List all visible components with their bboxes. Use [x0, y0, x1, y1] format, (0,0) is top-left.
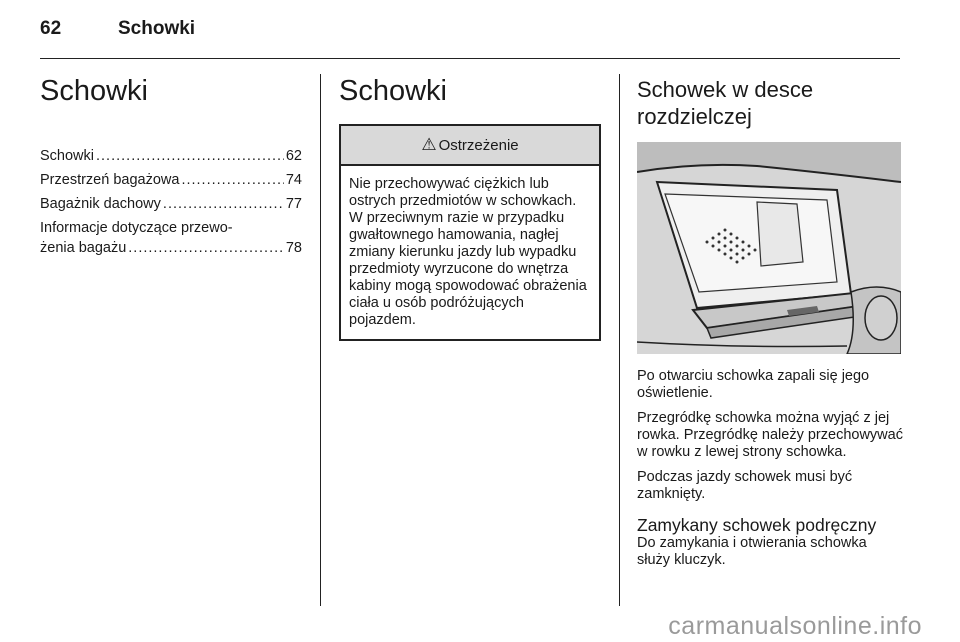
warning-column [339, 74, 601, 341]
page-header [40, 18, 196, 40]
warning-text: Nie przechowywać ciężkich lub ostrych przedmiotów w schowkach. W przeciwnym razie w przypadku gwałtownego hamowania, nagłej zmiany kierunku jazdy lub wypadku przedmioty wyrzucone do wnętrza kabiny mogą spowodować obrażenia ciała u osób podróżujących pojazdem. [349, 176, 587, 328]
toc-item-label: Schowki [40, 148, 94, 164]
warning-box [339, 124, 601, 341]
paragraph: Po otwarciu schowka zapali się jego oświetlenie. [637, 368, 870, 401]
glovebox-illustration [637, 142, 901, 354]
paragraph: Do zamykania i otwierania schowka służy kluczyk. [637, 535, 867, 568]
warning-triangle-icon: ⚠ [421, 135, 437, 154]
paragraph: Przegródkę schowka można wyjąć z jej rowka. Przegródkę należy przechowywać w rowku z lewej strony schowka. [637, 410, 903, 460]
toc-item-page: 74 [285, 172, 302, 188]
table-of-contents [40, 146, 302, 258]
header-rule [40, 58, 900, 59]
toc-leader-dots [181, 170, 283, 190]
column-divider-2 [619, 74, 620, 606]
lockable-glovebox-title: Zamykany schowek podręczny [637, 515, 877, 535]
section-title: Schowki [339, 75, 447, 107]
chapter-title: Schowki [40, 75, 148, 107]
warning-header [341, 126, 599, 166]
glovebox-title: Schowek w desce rozdzielczej [637, 77, 814, 129]
toc-leader-dots [96, 146, 284, 166]
toc-item-label-line2: żenia bagażu [40, 240, 127, 256]
toc-item[interactable] [40, 170, 302, 190]
header-section-title: Schowki [118, 18, 196, 39]
watermark: carmanualsonline.info [668, 612, 922, 640]
glovebox-column [637, 74, 903, 577]
toc-item[interactable] [40, 146, 302, 166]
warning-heading: Ostrzeżenie [438, 136, 519, 154]
toc-item-page: 62 [285, 148, 302, 164]
toc-item-label: Bagażnik dachowy [40, 196, 161, 212]
toc-leader-dots [128, 238, 284, 258]
toc-item[interactable] [40, 218, 302, 258]
toc-item[interactable] [40, 194, 302, 214]
toc-leader-dots [163, 194, 284, 214]
page-number: 62 [40, 18, 62, 39]
toc-item-label: Przestrzeń bagażowa [40, 172, 180, 188]
toc-item-page: 78 [285, 240, 302, 256]
paragraph: Podczas jazdy schowek musi być zamknięty. [637, 469, 853, 502]
toc-item-label-line1: Informacje dotyczące przewo- [40, 220, 233, 236]
toc-column [40, 74, 302, 262]
column-divider-1 [320, 74, 321, 606]
toc-item-page: 77 [285, 196, 302, 212]
